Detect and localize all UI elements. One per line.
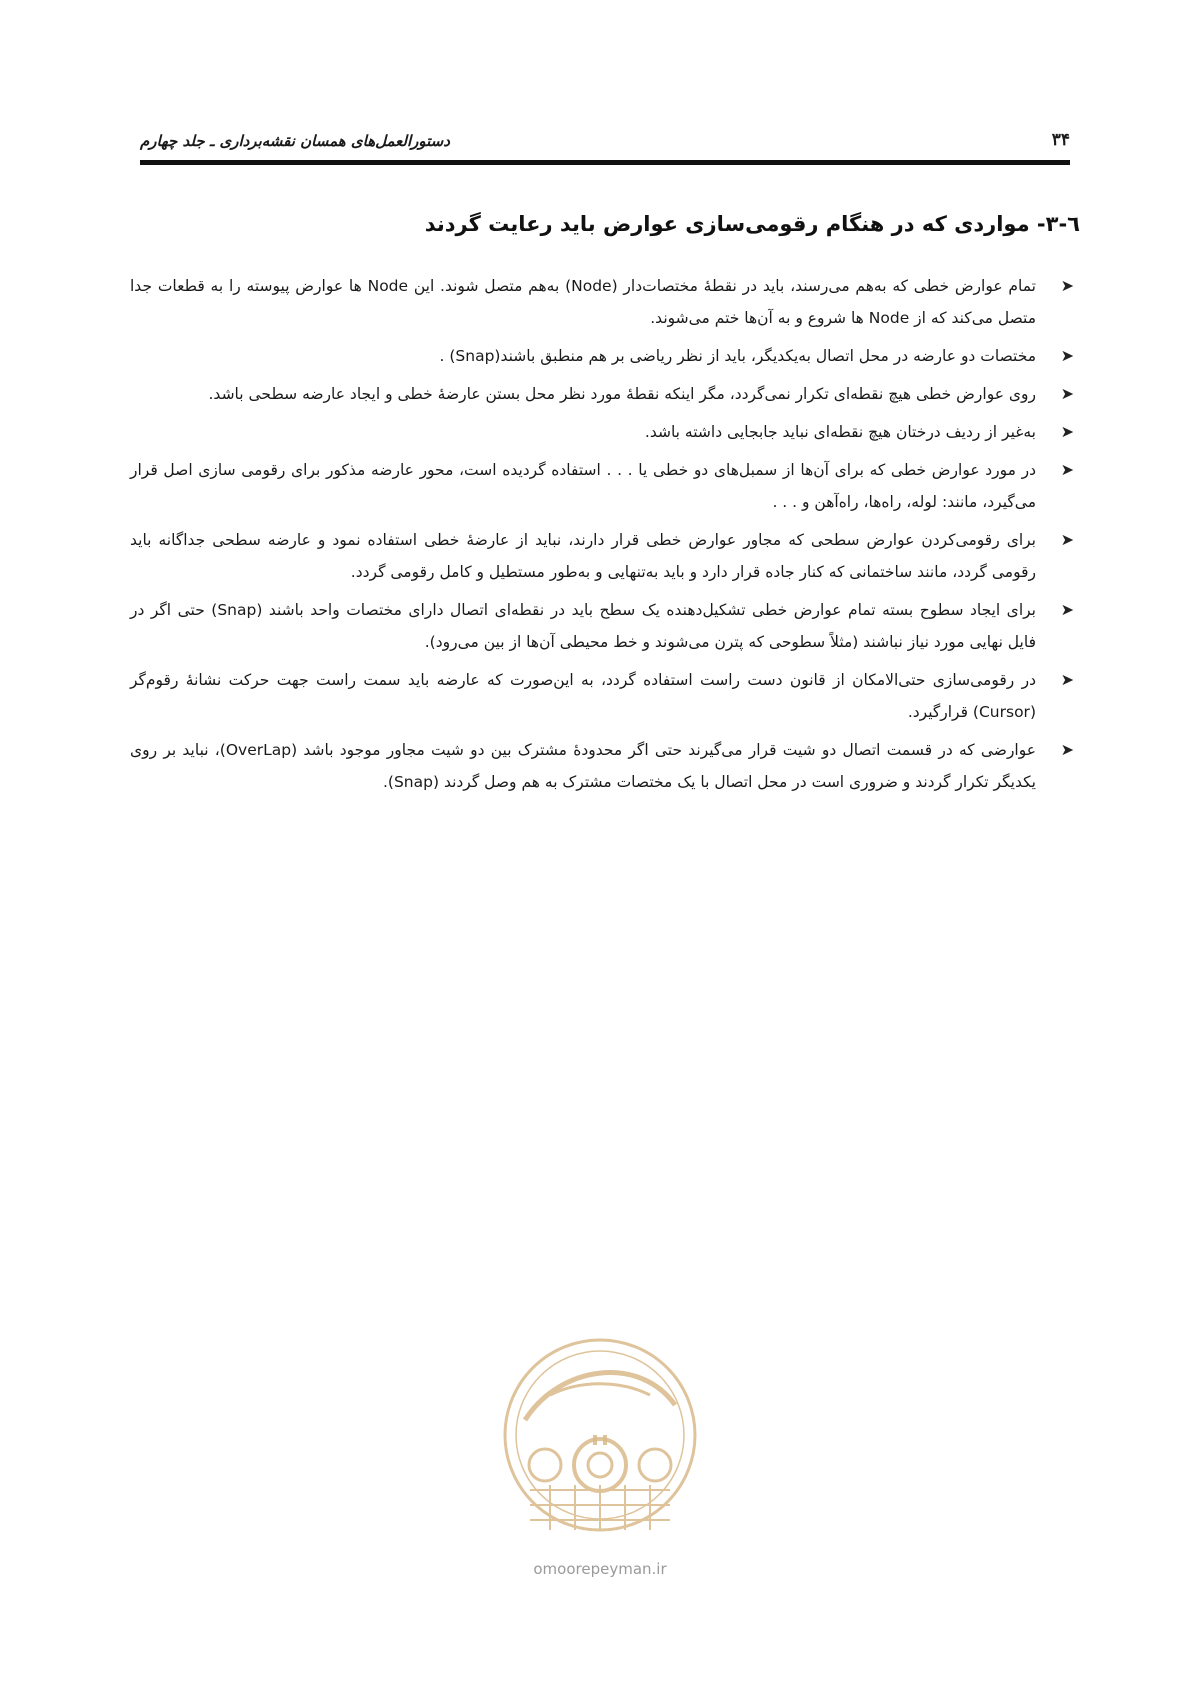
list-item-text: به‌غیر از ردیف درختان هیچ نقطه‌ای نباید جابجایی داشته باشد. [644, 423, 1036, 441]
arrow-left-icon: ➤ [1060, 422, 1074, 441]
bullet-list [130, 270, 1080, 804]
list-item [130, 378, 1080, 410]
list-item [130, 454, 1080, 518]
arrow-left-icon: ➤ [1060, 346, 1074, 365]
arrow-left-icon: ➤ [1060, 384, 1074, 403]
list-item [130, 594, 1080, 658]
arrow-left-icon: ➤ [1060, 600, 1074, 619]
list-item [130, 270, 1080, 334]
list-item-text: عوارضی که در قسمت اتصال دو شیت قرار می‌گیرند حتی اگر محدودهٔ مشترک بین دو شیت مجاور موجود باشد (OverLap)، نباید بر روی یکدیگر تکرار گردند و ضروری است در محل اتصال با یک مختصات مشترک به هم وصل گردند (Snap). [130, 741, 1036, 791]
watermark-website: omoorepeyman.ir [533, 1560, 667, 1578]
list-item-text: مختصات دو عارضه در محل اتصال به‌یکدیگر، باید از نظر ریاضی بر هم منطبق باشند(Snap) . [439, 347, 1036, 365]
arrow-left-icon: ➤ [1060, 670, 1074, 689]
logo-emblem-icon [490, 1325, 710, 1555]
list-item [130, 664, 1080, 728]
list-item-text: روی عوارض خطی هیچ نقطه‌ای تکرار نمی‌گردد، مگر اینکه نقطهٔ مورد نظر محل بستن عارضهٔ خطی و ایجاد عارضه سطحی باشد. [208, 385, 1036, 403]
arrow-left-icon: ➤ [1060, 530, 1074, 549]
page-number: ۳۴ [1051, 130, 1070, 150]
running-title: دستورالعمل‌های همسان نقشه‌برداری ـ جلد چهارم [140, 132, 450, 150]
arrow-left-icon: ➤ [1060, 276, 1074, 295]
list-item-text: تمام عوارض خطی که به‌هم می‌رسند، باید در نقطهٔ مختصات‌دار (Node) به‌هم متصل شوند. این Node ها عوارض پیوسته را به قطعات جدا متصل می‌کند که از Node ها شروع و به آن‌ها ختم می‌شوند. [130, 277, 1036, 327]
arrow-left-icon: ➤ [1060, 460, 1074, 479]
page-header [140, 128, 1070, 165]
list-item-text: برای ایجاد سطوح بسته تمام عوارض خطی تشکیل‌دهنده یک سطح باید در نقطه‌ای اتصال دارای مختصات واحد باشند (Snap) حتی اگر در فایل نهایی مورد نیاز نباشند (مثلاً سطوحی که پترن می‌شوند و خط محیطی آن‌ها از بین می‌رود). [130, 601, 1036, 651]
list-item-text: در مورد عوارض خطی که برای آن‌ها از سمبل‌های دو خطی یا . . . استفاده گردیده است، محور عارضه مذکور برای رقومی سازی اصل قرار می‌گیرد، مانند: لوله، راه‌ها، راه‌آهن و . . . [130, 461, 1036, 511]
list-item [130, 340, 1080, 372]
list-item [130, 524, 1080, 588]
arrow-left-icon: ➤ [1060, 740, 1074, 759]
section-heading: ٦-٣- مواردی که در هنگام رقومی‌سازی عوارض باید رعایت گردند [424, 212, 1080, 236]
watermark-logo [490, 1325, 710, 1555]
list-item-text: در رقومی‌سازی حتی‌الامکان از قانون دست راست استفاده گردد، به این‌صورت که عارضه باید سمت راست جهت حرکت نشانهٔ رقوم‌گر (Cursor) قرارگیرد. [130, 671, 1036, 721]
list-item [130, 734, 1080, 798]
list-item [130, 416, 1080, 448]
list-item-text: برای رقومی‌کردن عوارض سطحی که مجاور عوارض خطی قرار دارند، نباید از عارضهٔ خطی استفاده نمود و عارضه سطحی جداگانه باید رقومی گردد، مانند ساختمانی که کنار جاده قرار دارد و باید به‌تنهایی و به‌طور مستطیل و کامل رقومی گردد. [130, 531, 1036, 581]
